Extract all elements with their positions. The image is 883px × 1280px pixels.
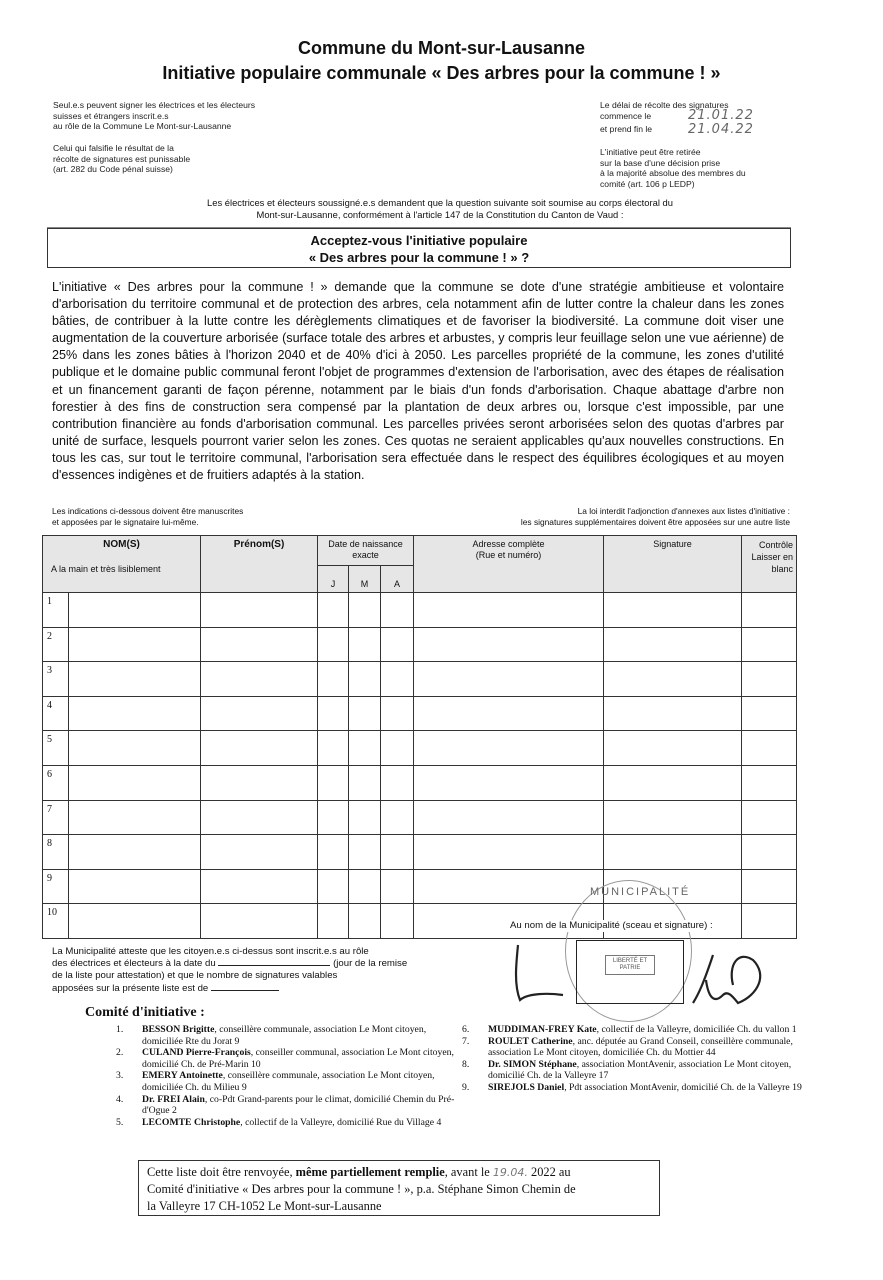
deadline-notice xyxy=(600,100,800,137)
member-name: EMERY Antoinette xyxy=(142,1070,223,1082)
member-name: LECOMTE Christophe xyxy=(142,1116,241,1128)
adresse-sublabel: (Rue et numéro) xyxy=(475,550,542,560)
prenom-cell[interactable] xyxy=(201,904,318,939)
member-number: 1. xyxy=(116,1024,124,1035)
member-number: 9. xyxy=(462,1081,470,1093)
return-text: , avant le xyxy=(444,1165,493,1179)
mois-cell[interactable] xyxy=(349,593,381,628)
annee-cell[interactable] xyxy=(381,904,414,939)
attestation-line: (jour de la remise xyxy=(333,958,408,970)
member-description: , Pdt association MontAvenir, domicilié Ch. de la Valleyre 19 xyxy=(564,1081,802,1093)
committee-list-right xyxy=(462,1024,812,1094)
controle-cell xyxy=(742,765,797,800)
attestation-line: apposées sur la présente liste est de xyxy=(52,982,209,994)
withdrawal-line: comité (art. 106 p LEDP) xyxy=(600,178,695,189)
member-description: , collectif de la Valleyre, domiciliée Ch. du vallon 1 xyxy=(596,1024,797,1035)
committee-member xyxy=(116,1024,456,1047)
table-row xyxy=(43,627,797,662)
eligibility-notice xyxy=(53,100,255,132)
signature-cell[interactable] xyxy=(604,593,742,628)
penalty-line: récolte de signatures est punissable xyxy=(53,153,191,164)
signature-count-blank[interactable] xyxy=(211,990,279,991)
mois-cell[interactable] xyxy=(349,731,381,766)
withdrawal-line: à la majorité absolue des membres du xyxy=(600,168,746,179)
header-prenom xyxy=(201,536,318,593)
table-row xyxy=(43,593,797,628)
annee-cell[interactable] xyxy=(381,627,414,662)
signature-table xyxy=(42,535,797,939)
note-line: Les indications ci-dessous doivent être manuscrites xyxy=(52,506,244,516)
committee-member xyxy=(462,1036,812,1059)
annee-cell[interactable] xyxy=(381,731,414,766)
signature-cell[interactable] xyxy=(604,662,742,697)
mois-cell[interactable] xyxy=(349,662,381,697)
member-description: , conseillère communale, association Le Mont citoyen, domiciliée Ch. du Milieu 9 xyxy=(142,1070,435,1093)
eligibility-line: suisses et étrangers inscrit.e.s xyxy=(53,110,169,121)
member-description: , co-Pdt Grand-parents pour le climat, domicilié Chemin du Pré-d'Ogue 2 xyxy=(142,1093,455,1117)
handwritten-signature xyxy=(508,940,768,1020)
header-annee: A xyxy=(381,566,414,593)
member-number: 6. xyxy=(462,1024,470,1035)
member-name: CULAND Pierre-François xyxy=(142,1047,251,1059)
member-number: 2. xyxy=(116,1047,124,1059)
end-date: 21.04.22 xyxy=(688,121,754,137)
note-line: les signatures supplémentaires doivent être apposées sur une autre liste xyxy=(520,517,790,527)
jour-cell[interactable] xyxy=(318,765,349,800)
header-signature: Signature xyxy=(604,536,742,593)
nom-cell[interactable] xyxy=(69,765,201,800)
prenom-cell[interactable] xyxy=(201,593,318,628)
table-row xyxy=(43,662,797,697)
table-row xyxy=(43,800,797,835)
jour-cell[interactable] xyxy=(318,593,349,628)
nom-cell[interactable] xyxy=(69,731,201,766)
prenom-cell[interactable] xyxy=(201,800,318,835)
note-line: et apposées par le signataire lui-même. xyxy=(52,517,199,527)
penalty-notice xyxy=(53,143,190,175)
nom-cell[interactable] xyxy=(69,835,201,870)
member-description: , conseillère communale, association Le Mont citoyen, domiciliée Rte du Jorat 9 xyxy=(142,1024,427,1047)
annee-cell[interactable] xyxy=(381,765,414,800)
initiative-title: Initiative populaire communale « Des arbres pour la commune ! » xyxy=(162,63,721,83)
nom-cell[interactable] xyxy=(69,904,201,939)
penalty-line: (art. 282 du Code pénal suisse) xyxy=(53,164,173,175)
member-name: ROULET Catherine xyxy=(488,1035,573,1047)
prenom-cell[interactable] xyxy=(201,765,318,800)
jour-cell[interactable] xyxy=(318,800,349,835)
eligibility-line: au rôle de la Commune Le Mont-sur-Lausanne xyxy=(53,121,232,132)
row-number: 4 xyxy=(43,696,69,731)
mois-cell[interactable] xyxy=(349,696,381,731)
jour-cell[interactable] xyxy=(318,627,349,662)
nom-label: NOM(S) xyxy=(103,539,140,550)
signature-cell[interactable] xyxy=(604,627,742,662)
member-number: 4. xyxy=(116,1093,124,1105)
penalty-line: Celui qui falsifie le résultat de la xyxy=(53,143,174,153)
committee-title: Comité d'initiative : xyxy=(85,1005,205,1020)
controle-cell xyxy=(742,731,797,766)
adresse-cell[interactable] xyxy=(414,696,604,731)
jour-cell[interactable] xyxy=(318,662,349,697)
signature-cell[interactable] xyxy=(604,696,742,731)
signature-cell[interactable] xyxy=(604,800,742,835)
member-name: MUDDIMAN-FREY Kate xyxy=(488,1024,597,1035)
question-line: « Des arbres pour la commune ! » ? xyxy=(308,250,530,265)
annee-cell[interactable] xyxy=(381,800,414,835)
question-box xyxy=(47,228,791,268)
prenom-cell[interactable] xyxy=(201,662,318,697)
member-description: , conseiller communal, association Le Mont citoyen, domicilié Ch. de Pré-Marin 10 xyxy=(142,1047,454,1070)
signature-cell[interactable] xyxy=(604,731,742,766)
member-name: BESSON Brigitte xyxy=(142,1024,215,1035)
member-number: 8. xyxy=(462,1058,470,1070)
adresse-cell[interactable] xyxy=(414,627,604,662)
row-number: 10 xyxy=(43,904,69,939)
prenom-cell[interactable] xyxy=(201,731,318,766)
intro-line: Les électrices et électeurs soussigné.e.s demandent que la question suivante soit soumise au corps électoral du xyxy=(207,197,673,208)
attestation-text xyxy=(52,946,462,995)
intro-line: Mont-sur-Lausanne, conformément à l'article 147 de la Constitution du Canton de Vaud : xyxy=(256,209,624,220)
withdrawal-notice xyxy=(600,147,800,189)
table-row xyxy=(43,835,797,870)
annee-cell[interactable] xyxy=(381,835,414,870)
mois-cell[interactable] xyxy=(349,627,381,662)
commune-title: Commune du Mont-sur-Lausanne xyxy=(298,38,585,58)
header-mois: M xyxy=(349,566,381,593)
mois-cell[interactable] xyxy=(349,765,381,800)
question-line: Acceptez-vous l'initiative populaire xyxy=(310,233,528,248)
deadline-label: Le délai de récolte des signatures xyxy=(600,100,729,110)
return-address-line: la Valleyre 17 CH-1052 Le Mont-sur-Lausanne xyxy=(147,1198,382,1213)
return-emphasis: même partiellement remplie xyxy=(295,1165,445,1179)
header-controle: Contrôle Laisser en blanc xyxy=(742,536,797,593)
withdrawal-line: L'initiative peut être retirée xyxy=(600,147,701,157)
committee-member xyxy=(462,1082,812,1094)
jour-cell[interactable] xyxy=(318,869,349,904)
row-number: 3 xyxy=(43,662,69,697)
row-number: 6 xyxy=(43,765,69,800)
row-number: 9 xyxy=(43,869,69,904)
jour-cell[interactable] xyxy=(318,696,349,731)
member-number: 5. xyxy=(116,1116,124,1128)
nom-cell[interactable] xyxy=(69,800,201,835)
return-address-line: Comité d'initiative « Des arbres pour la commune ! », p.a. Stéphane Simon Chemin de xyxy=(147,1182,576,1197)
prenom-label: Prénom(S) xyxy=(233,539,285,550)
committee-member xyxy=(116,1047,456,1070)
controle-cell xyxy=(742,904,797,939)
mois-cell[interactable] xyxy=(349,835,381,870)
row-number: 1 xyxy=(43,593,69,628)
committee-member xyxy=(116,1117,456,1129)
controle-cell xyxy=(742,662,797,697)
withdrawal-line: sur la base d'une décision prise xyxy=(600,157,721,168)
row-number: 2 xyxy=(43,627,69,662)
committee-member xyxy=(462,1059,812,1082)
prenom-cell[interactable] xyxy=(201,627,318,662)
member-number: 7. xyxy=(462,1035,470,1047)
annee-cell[interactable] xyxy=(381,662,414,697)
stamp-text: MUNICIPALITÉ xyxy=(590,886,691,898)
note-line: La loi interdit l'adjonction d'annexes aux listes d'initiative : xyxy=(577,506,790,516)
prenom-cell[interactable] xyxy=(201,696,318,731)
controle-cell xyxy=(742,800,797,835)
header-date: Date de naissance exacte xyxy=(318,536,414,566)
handwritten-note xyxy=(52,506,243,528)
controle-cell xyxy=(742,627,797,662)
eligibility-line: Seul.e.s peuvent signer les électrices et les électeurs xyxy=(53,100,256,110)
attestation-date-blank[interactable] xyxy=(218,965,330,966)
mois-cell[interactable] xyxy=(349,904,381,939)
attestation-line: des électrices et électeurs à la date du xyxy=(52,958,216,970)
signature-cell[interactable] xyxy=(604,765,742,800)
intro-text xyxy=(60,197,820,221)
committee-member xyxy=(462,1024,812,1036)
prenom-cell[interactable] xyxy=(201,835,318,870)
attestation-line: de la liste pour attestation) et que le nombre de signatures valables xyxy=(52,970,338,982)
nom-cell[interactable] xyxy=(69,662,201,697)
committee-member xyxy=(116,1070,456,1093)
adresse-cell[interactable] xyxy=(414,765,604,800)
return-text: Cette liste doit être renvoyée, xyxy=(147,1165,296,1179)
jour-cell[interactable] xyxy=(318,904,349,939)
row-number: 7 xyxy=(43,800,69,835)
member-name: Dr. FREI Alain xyxy=(142,1093,205,1105)
annee-cell[interactable] xyxy=(381,869,414,904)
signature-cell[interactable] xyxy=(604,835,742,870)
adresse-cell[interactable] xyxy=(414,593,604,628)
prenom-cell[interactable] xyxy=(201,869,318,904)
member-name: Dr. SIMON Stéphane xyxy=(488,1058,577,1070)
table-row xyxy=(43,731,797,766)
annee-cell[interactable] xyxy=(381,696,414,731)
nom-cell[interactable] xyxy=(69,696,201,731)
initiative-text: L'initiative « Des arbres pour la commune ! » demande que la commune se dote d'une stratégie ambitieuse et volontaire d'arborisation du territoire communal et de protection des arbres, cela notamment afin de lutter contre la chaleur dans les zones bâties, de contribuer à la lutte contre les dérèglements climatiques et de favoriser la biodiversité. La commune doit viser une augmentation de la couverture arborisée (surface totale des arbres et arbustes, y compris leur feuillage selon une vue aérienne) de 25% dans les zones bâties à l'horizon 2040 et de 40% d'ici à 2050. Les parcelles propriété de la commune, les zones d'utilité publique et le domaine public communal feront l'objet de programmes d'extension de l'arborisation, avec des étapes de réalisation et un financement garanti de façon pérenne, notamment par le biais d'un fonds d'arborisation. Chaque abattage d'arbre non forestier à des fins de construction sera compensé par la plantation de deux arbres ou, lorsque c'est impossible, par une contribution financière au fonds d'arborisation communal. Les parcelles privées seront arborisées selon des quotas d'arbres par unité de surface, lesquels pourront varier selon les zones. Ces quotas ne seraient applicables qu'aux nouvelles constructions. En tous les cas, sur tout le territoire communal, l'arborisation sera effectuée dans le respect des équilibres écologiques et au moyen d'essences indigènes et de fruitiers adaptés à la station. xyxy=(52,280,784,483)
annee-cell[interactable] xyxy=(381,593,414,628)
mois-cell[interactable] xyxy=(349,800,381,835)
start-date: 21.01.22 xyxy=(688,107,754,123)
member-number: 3. xyxy=(116,1070,124,1082)
controle-cell xyxy=(742,835,797,870)
header-nom xyxy=(43,536,201,593)
controle-cell xyxy=(742,593,797,628)
committee-list-left xyxy=(116,1024,456,1128)
table-row xyxy=(43,765,797,800)
nom-cell[interactable] xyxy=(69,593,201,628)
nom-cell[interactable] xyxy=(69,869,201,904)
header-adresse xyxy=(414,536,604,593)
nom-sublabel: A la main et très lisiblement xyxy=(51,564,161,574)
row-number: 8 xyxy=(43,835,69,870)
return-notice xyxy=(138,1160,660,1216)
adresse-cell[interactable] xyxy=(414,731,604,766)
end-label: et prend fin le xyxy=(600,123,653,134)
adresse-cell[interactable] xyxy=(414,662,604,697)
adresse-label: Adresse complète xyxy=(472,539,545,549)
adresse-cell[interactable] xyxy=(414,835,604,870)
member-name: SIREJOLS Daniel xyxy=(488,1081,565,1093)
annex-note xyxy=(420,506,790,528)
return-date: 19.04. xyxy=(492,1166,528,1179)
start-label: commence le xyxy=(600,110,652,121)
row-number: 5 xyxy=(43,731,69,766)
attestation-line: La Municipalité atteste que les citoyen.e.s ci-dessus sont inscrit.e.s au rôle xyxy=(52,946,369,957)
adresse-cell[interactable] xyxy=(414,800,604,835)
member-description: , collectif de la Valleyre, domicilié Rue du Village 4 xyxy=(240,1116,442,1128)
nom-cell[interactable] xyxy=(69,627,201,662)
mois-cell[interactable] xyxy=(349,869,381,904)
header-jour: J xyxy=(318,566,349,593)
return-year: 2022 au xyxy=(531,1165,571,1179)
jour-cell[interactable] xyxy=(318,731,349,766)
jour-cell[interactable] xyxy=(318,835,349,870)
controle-cell xyxy=(742,869,797,904)
member-description: , anc. députée au Grand Conseil, conseillère communale, association Le Mont citoyen, domiciliée Ch. du Mottier 44 xyxy=(488,1035,793,1059)
member-description: , association MontAvenir, association Le Mont citoyen, domicilié Ch. de la Valleyre 17 xyxy=(488,1058,792,1082)
stamp-motto: LIBERTÉ ET PATRIE xyxy=(605,955,655,975)
municipality-signature-label: Au nom de la Municipalité (sceau et signature) : xyxy=(510,920,713,931)
committee-member xyxy=(116,1094,456,1117)
controle-cell xyxy=(742,696,797,731)
table-row xyxy=(43,696,797,731)
adresse-cell[interactable] xyxy=(414,869,604,904)
